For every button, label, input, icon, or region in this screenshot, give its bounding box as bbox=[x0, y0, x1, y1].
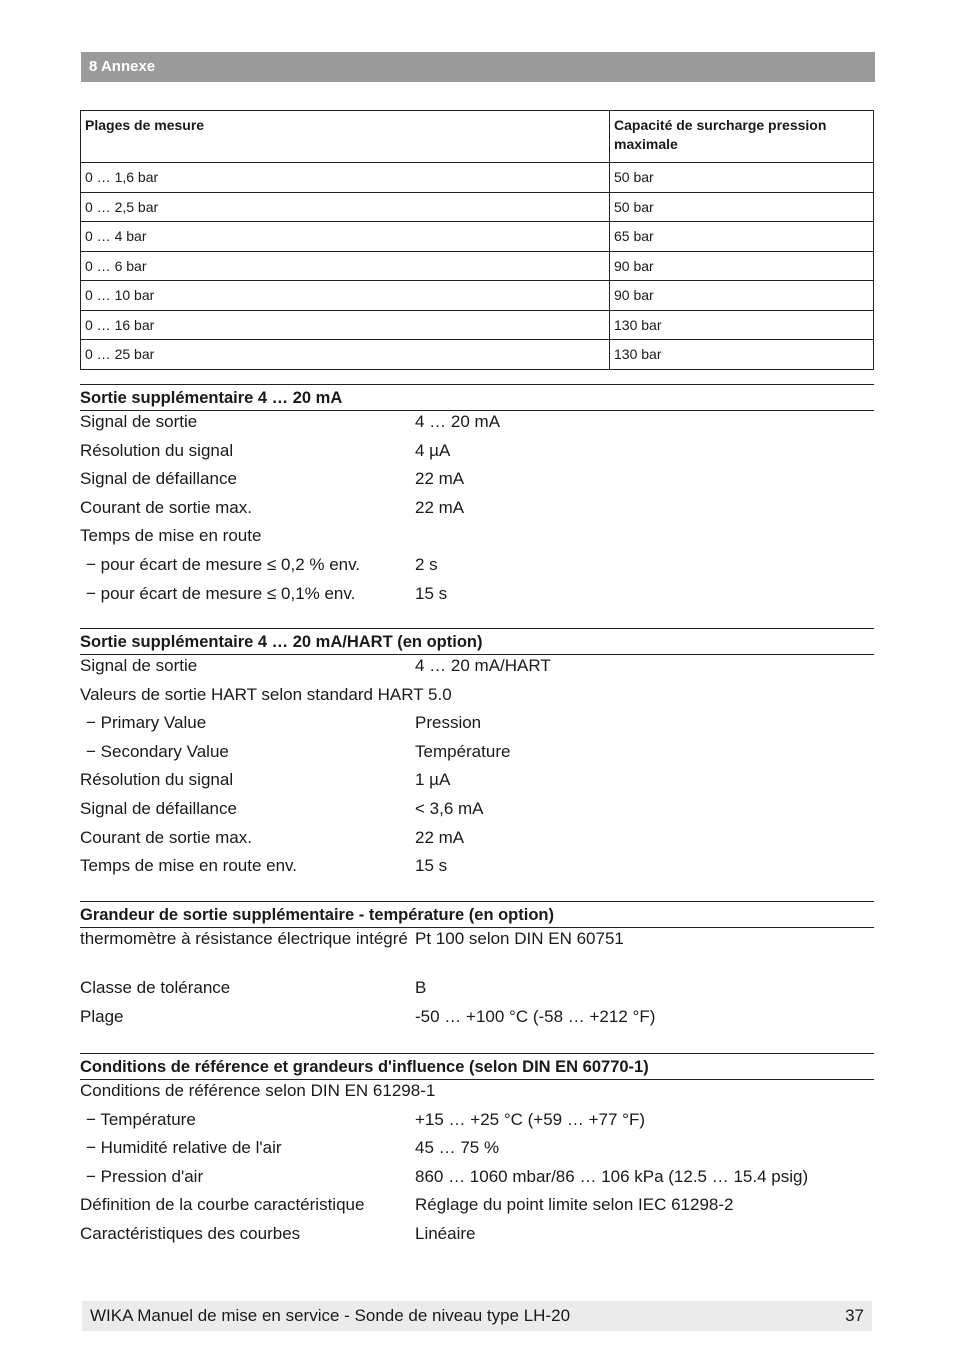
table-cell: 90 bar bbox=[610, 281, 874, 311]
section-output-4-20ma bbox=[80, 384, 874, 611]
spec-label: Temps de mise en route env. bbox=[80, 856, 298, 876]
spec-value: 4 … 20 mA/HART bbox=[415, 656, 551, 675]
spec-value: 45 … 75 % bbox=[415, 1138, 500, 1158]
spec-label: − pour écart de mesure ≤ 0,2 % env. bbox=[86, 554, 361, 574]
section-output-hart bbox=[80, 628, 874, 884]
spec-label: Temps de mise en route bbox=[80, 526, 262, 546]
spec-value: -50 … +100 °C (-58 … +212 °F) bbox=[415, 1006, 656, 1026]
spec-label: − Température bbox=[86, 1109, 196, 1129]
table-cell: 0 … 6 bar bbox=[81, 251, 610, 281]
spec-row bbox=[80, 1137, 874, 1166]
spec-row bbox=[80, 712, 874, 741]
section-title: Sortie supplémentaire 4 … 20 mA/HART (en option) bbox=[80, 628, 874, 655]
spec-label: − Humidité relative de l'air bbox=[86, 1138, 282, 1158]
spec-row bbox=[80, 497, 874, 526]
spec-value: +15 … +25 °C (+59 … +77 °F) bbox=[415, 1109, 645, 1129]
spec-row bbox=[80, 1223, 874, 1252]
spec-row bbox=[80, 468, 874, 497]
spec-label: − Pression d'air bbox=[86, 1166, 204, 1186]
spec-row bbox=[80, 1166, 874, 1195]
spec-row bbox=[80, 655, 874, 684]
spec-value: 4 µA bbox=[415, 440, 451, 460]
table-row bbox=[81, 310, 874, 340]
spec-row bbox=[80, 827, 874, 856]
table-row bbox=[81, 340, 874, 370]
table-cell: 0 … 25 bar bbox=[81, 340, 610, 370]
spec-row bbox=[80, 928, 874, 977]
spec-value: 22 mA bbox=[415, 497, 465, 517]
spec-value: Pt 100 selon DIN EN 60751 bbox=[415, 929, 624, 948]
table-cell: 0 … 10 bar bbox=[81, 281, 610, 311]
measurement-ranges-table bbox=[80, 110, 874, 370]
spec-value: Linéaire bbox=[415, 1223, 476, 1243]
page-footer bbox=[82, 1301, 872, 1331]
section-header-label: 8 Annexe bbox=[89, 58, 156, 75]
spec-row bbox=[80, 798, 874, 827]
spec-value: 15 s bbox=[415, 856, 448, 876]
table-cell: 130 bar bbox=[610, 310, 874, 340]
spec-label: Signal de sortie bbox=[80, 412, 198, 431]
spec-value: 22 mA bbox=[415, 469, 465, 489]
spec-label: Résolution du signal bbox=[80, 770, 234, 790]
table-cell: 0 … 2,5 bar bbox=[81, 192, 610, 222]
spec-label: Signal de sortie bbox=[80, 656, 198, 675]
page-number: 37 bbox=[845, 1306, 864, 1325]
spec-row bbox=[80, 977, 874, 1006]
table-row bbox=[81, 281, 874, 311]
table-cell: 0 … 4 bar bbox=[81, 222, 610, 252]
table-cell: 90 bar bbox=[610, 251, 874, 281]
spec-label: Résolution du signal bbox=[80, 440, 234, 460]
spec-row bbox=[80, 1006, 874, 1035]
spec-row bbox=[80, 583, 874, 612]
section-output-temperature bbox=[80, 901, 874, 1034]
table-header-row bbox=[81, 111, 874, 163]
table-row bbox=[81, 163, 874, 193]
table-cell: 0 … 16 bar bbox=[81, 310, 610, 340]
spec-value: 860 … 1060 mbar/86 … 106 kPa (12.5 … 15.4 psig) bbox=[415, 1166, 809, 1186]
spec-value: Température bbox=[415, 741, 511, 761]
spec-label: − Secondary Value bbox=[86, 741, 229, 761]
table-row bbox=[81, 192, 874, 222]
table-row bbox=[81, 251, 874, 281]
spec-row bbox=[80, 1080, 874, 1109]
spec-label: − pour écart de mesure ≤ 0,1% env. bbox=[86, 583, 356, 603]
spec-row bbox=[80, 855, 874, 884]
spec-label: Plage bbox=[80, 1006, 124, 1026]
spec-value: < 3,6 mA bbox=[415, 798, 484, 818]
table-cell: 50 bar bbox=[610, 192, 874, 222]
spec-label: − Primary Value bbox=[86, 713, 207, 733]
table-header-cell: Capacité de surcharge pression maximale bbox=[610, 111, 874, 163]
spec-label: Définition de la courbe caractéristique bbox=[80, 1195, 365, 1215]
section-title: Grandeur de sortie supplémentaire - température (en option) bbox=[80, 901, 874, 928]
section-header bbox=[81, 52, 875, 82]
spec-label: Classe de tolérance bbox=[80, 978, 231, 997]
spec-row bbox=[80, 411, 874, 440]
section-title: Sortie supplémentaire 4 … 20 mA bbox=[80, 384, 874, 411]
spec-value: 22 mA bbox=[415, 827, 465, 847]
section-reference-conditions bbox=[80, 1053, 874, 1252]
spec-label: Caractéristiques des courbes bbox=[80, 1223, 301, 1243]
spec-value: 2 s bbox=[415, 554, 438, 574]
spec-label: thermomètre à résistance électrique intégré bbox=[80, 929, 408, 948]
spec-row bbox=[80, 1194, 874, 1223]
spec-value: Réglage du point limite selon IEC 61298-2 bbox=[415, 1195, 734, 1215]
spec-label: Valeurs de sortie HART selon standard HART 5.0 bbox=[80, 684, 452, 704]
spec-value: 15 s bbox=[415, 583, 448, 603]
spec-row bbox=[80, 440, 874, 469]
spec-value: Pression bbox=[415, 713, 482, 733]
spec-value: 4 … 20 mA bbox=[415, 412, 501, 431]
table-row bbox=[81, 222, 874, 252]
spec-label: Courant de sortie max. bbox=[80, 497, 252, 517]
section-title: Conditions de référence et grandeurs d'influence (selon DIN EN 60770-1) bbox=[80, 1053, 874, 1080]
spec-row bbox=[80, 769, 874, 798]
spec-label: Conditions de référence selon DIN EN 61298-1 bbox=[80, 1081, 436, 1100]
spec-row bbox=[80, 554, 874, 583]
spec-label: Signal de défaillance bbox=[80, 469, 237, 489]
table-cell: 0 … 1,6 bar bbox=[81, 163, 610, 193]
spec-row bbox=[80, 525, 874, 554]
table-cell: 65 bar bbox=[610, 222, 874, 252]
table-cell: 130 bar bbox=[610, 340, 874, 370]
spec-label: Courant de sortie max. bbox=[80, 827, 252, 847]
spec-label: Signal de défaillance bbox=[80, 798, 237, 818]
footer-title: WIKA Manuel de mise en service - Sonde de niveau type LH-20 bbox=[90, 1306, 571, 1325]
spec-row bbox=[80, 741, 874, 770]
spec-value: B bbox=[415, 978, 427, 997]
spec-value: 1 µA bbox=[415, 770, 451, 790]
table-header-cell: Plages de mesure bbox=[81, 111, 610, 163]
table-cell: 50 bar bbox=[610, 163, 874, 193]
spec-row bbox=[80, 1109, 874, 1138]
spec-row bbox=[80, 684, 874, 713]
